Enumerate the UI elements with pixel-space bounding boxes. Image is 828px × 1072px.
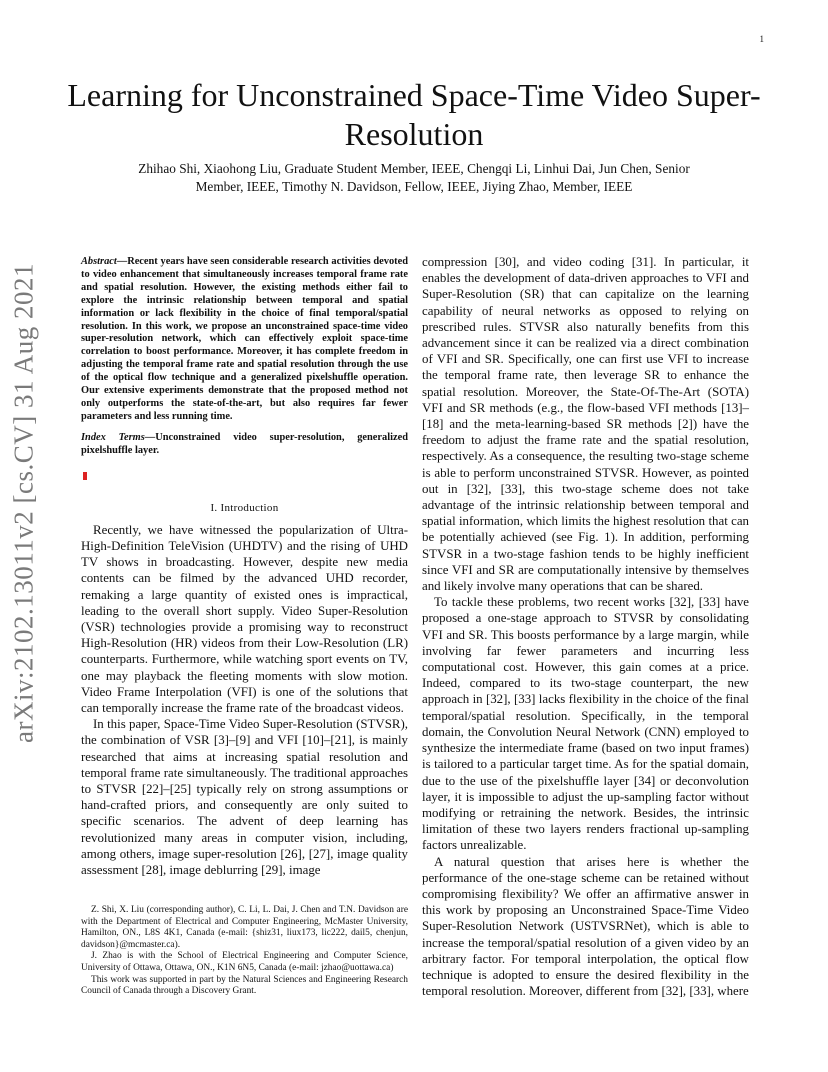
body-paragraph: A natural question that arises here is whether the performance of the one-stage scheme can be retained without compromising flexibility? We offer an affirmative answer in this work by proposing an Unconstrained Space-Time Video Super-Resolution Network (USTVSRNet), which is able to increase the temporal/spatial resolution of a given video by an arbitrary factor. For temporal interpolation, the optical flow technique is adopted to ensure the desired flexibility in the temporal resolution. Moreover, different from [32], [33], where	[422, 854, 749, 999]
body-paragraph: compression [30], and video coding [31]. In particular, it enables the development of data-driven approaches to VFI and Super-Resolution (SR) that can capitalize on the learning capability of neural networks as opposed to relying on prescribed rules. STVSR also naturally benefits from this advancement since it can be realized via a direct combination of VFI and SR. Specifically, one can first use VFI to increase the temporal frame rate, then leverage SR to enhance the spatial resolution. Moreover, the State-Of-The-Art (SOTA) VFI and SR methods (e.g., the flow-based VFI methods [13]–[18] and the meta-learning-based SR methods [2]) have the freedom to adjust the frame rate and the spatial resolution, respectively. As a consequence, the resulting two-stage scheme is able to perform unconstrained STVSR. However, as pointed out in [32], [33], this two-stage scheme does not take advantage of the intrinsic relationship between temporal and spatial information, which limits the highest resolution that can be potentially achieved (see Fig. 1). In addition, performing STVSR in a two-stage fashion tends to be highly inefficient since VFI and SR are computationally intensive by themselves and likely involve many operations that can be shared.	[422, 255, 749, 594]
footnote-affiliation-ottawa: J. Zhao is with the School of Electrical Engineering and Computer Science, University of Ottawa, Ottawa, ON., K1N 6N5, Canada (e-mail: jzhao@uottawa.ca)	[81, 951, 408, 973]
right-column	[422, 254, 749, 999]
arxiv-stamp[interactable]	[4, 262, 44, 743]
footnotes	[81, 905, 408, 998]
index-terms	[81, 432, 408, 458]
footnote-funding: This work was supported in part by the Natural Sciences and Engineering Research Council of Canada through a Discovery Grant.	[81, 974, 408, 997]
authors-line-2: Member, IEEE, Timothy N. Davidson, Fellow, IEEE, Jiying Zhao, Member, IEEE	[195, 179, 633, 194]
authors-line-1: Zhihao Shi, Xiaohong Liu, Graduate Student Member, IEEE, Chengqi Li, Linhui Dai, Jun Chen, Senior	[138, 161, 690, 176]
abstract-text: —Recent years have seen considerable research activities devoted to video enhancement that simultaneously increases temporal frame rate and spatial resolution. However, the existing methods either fail to explore the intrinsic relationship between temporal and spatial information or lack flexibility in the choice of final temporal/spatial resolution. In this work, we propose an unconstrained space-time video super-resolution network, which can effectively exploit space-time correlation to boost performance. Moreover, it has complete freedom in adjusting the temporal frame rate and spatial resolution through the use of the optical flow technique and a generalized pixelshuffle operation. Our extensive experiments demonstrate that the proposed method not only outperforms the state-of-the-art, but also requires far fewer parameters and less running time.	[81, 256, 408, 422]
arxiv-id[interactable]: arXiv:2102.13011v2 [cs.CV] 31 Aug 2021	[8, 262, 39, 743]
left-column	[81, 256, 408, 878]
abstract-label: Abstract	[81, 256, 117, 267]
footnote-affiliation-mcmaster: Z. Shi, X. Liu (corresponding author), C. Li, L. Dai, J. Chen and T.N. Davidson are with the Department of Electrical and Computer Engineering, McMaster University, Hamilton, ON., L8S 4K1, Canada (e-mail: {shiz31, liux173, lic222, dail5, chenjun, davidson}@mcmaster.ca).	[81, 905, 408, 950]
section-heading: I. Introduction	[210, 501, 279, 514]
index-terms-label: Index Terms	[81, 431, 145, 443]
annotation-marker	[83, 472, 87, 480]
abstract	[81, 256, 408, 424]
body-paragraph: To tackle these problems, two recent works [32], [33] have proposed a one-stage approach to STVSR by consolidating VFI and SR. This boosts performance by a large margin, while involving far fewer parameters and incurring less computational cost. However, this gain comes at a price. Indeed, compared to its two-stage counterpart, the new approach in [32], [33] lacks flexibility in the choice of the final temporal/spatial resolution. Specifically, in the temporal domain, the Convolution Neural Network (CNN) employed to synthesize the intermediate frame (based on two input frames) is tailored to a particular target time. As for the spatial domain, due to the use of the pixelshuffle layer [34] or deconvolution layer, it is impossible to adjust the up-sampling factor without modifying or retraining the network. Besides, the intrinsic limitation of these two layers renders fractional up-sampling factors unrealizable.	[422, 595, 749, 853]
paper-title: Learning for Unconstrained Space-Time Video Super-Resolution	[67, 77, 761, 152]
body-paragraph: In this paper, Space-Time Video Super-Resolution (STVSR), the combination of VSR [3]–[9] and VFI [10]–[21], is mainly researched that aims at increasing spatial resolution and temporal frame rate simultaneously. The traditional approaches to STVSR [22]–[25] typically rely on strong assumptions or hand-crafted priors, and consequently are only suited to specific scenarios. The advent of deep learning has revolutionized many areas in computer vision, including, among others, image super-resolution [26], [27], image quality assessment [28], image deblurring [29], image	[81, 717, 408, 878]
index-terms-text: —Unconstrained video super-resolution, generalized pixelshuffle layer.	[81, 431, 408, 456]
author-list	[70, 160, 758, 196]
page-number: 1	[759, 34, 764, 44]
body-paragraph: Recently, we have witnessed the popularization of Ultra-High-Definition TeleVision (UHDTV) and the rising of UHD TV shows in broadcasting. However, despite new media contents can be filmed by the advanced UHD recorder, remaking a large quantity of existed ones is impractical, leading to the overall short supply. Video Super-Resolution (VSR) technologies provide a promising way to reconstruct High-Resolution (HR) videos from their Low-Resolution (LR) counterparts. Furthermore, while watching sport events on TV, one may playback the fleeting moments with slow motion. Video Frame Interpolation (VFI) is one of the solutions that can temporally increase the frame rate of the broadcast videos.	[81, 522, 408, 716]
